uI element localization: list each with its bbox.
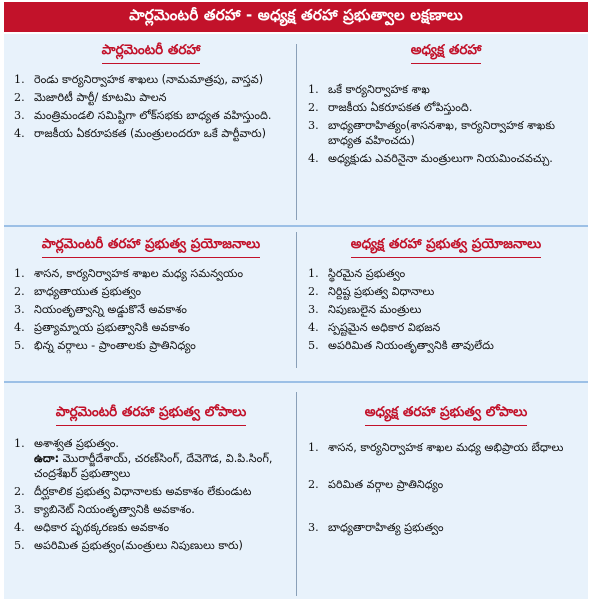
list-item: 3. క్యాబినెట్ నియంతృత్వానికి అవకాశం. <box>14 503 195 516</box>
list-item: 2. దీర్ఘకాలిక ప్రభుత్వ విధానాలకు అవకాశం లేకుండుట <box>14 485 252 498</box>
parliamentary-features-section <box>14 42 288 144</box>
list-item: 1. శాసన, కార్యనిర్వాహక శాఖల మధ్య సమన్వయం <box>14 267 244 280</box>
section-heading: అధ్యక్ష తరహా <box>411 42 482 64</box>
list-item: 5. అపరిమిత ప్రభుత్వం(మంత్రులు నిపుణులు కారు) <box>14 539 243 552</box>
list-item: 3. మంత్రిమండలి సమిష్టిగా లోక్‌సభకు బాధ్యత వహిస్తుంది. <box>14 109 272 122</box>
list-item: 3. నియంతృత్వాన్ని అడ్డుకొనే అవకాశం <box>14 303 187 316</box>
column-divider-middle <box>296 232 297 368</box>
list-item: 1. స్థిరమైన ప్రభుత్వం <box>308 267 406 280</box>
list-item: 3. నిపుణులైన మంత్రులు <box>308 303 422 316</box>
list-item: 2. నిర్దిష్ట ప్రభుత్వ విధానాలు <box>308 285 435 298</box>
section-heading: పార్లమెంటరీ తరహా <box>102 42 201 64</box>
list-item: 5. అపరిమిత నియంతృత్వానికి తావులేదు <box>308 339 494 352</box>
column-divider-top <box>296 44 297 220</box>
list-item: 4. స్పష్టమైన అధికార విభజన <box>308 321 441 334</box>
list-item: 2. పరిమిత వర్గాల ప్రాతినిధ్యం <box>308 478 444 491</box>
parliamentary-benefits-section <box>14 236 288 356</box>
presidential-drawbacks-section <box>308 404 584 538</box>
list-item: 2. బాధ్యతాయుత ప్రభుత్వం <box>14 285 142 298</box>
list-item: 3. బాధ్యతారాహిత్య ప్రభుత్వం <box>308 521 444 534</box>
section-heading: అధ్యక్ష తరహా ప్రభుత్వ లోపాలు <box>365 404 528 426</box>
section-heading: అధ్యక్ష తరహా ప్రభుత్వ ప్రయోజనాలు <box>351 236 541 258</box>
list-item: 1. ఒకే కార్యనిర్వాహక శాఖ <box>308 83 430 96</box>
list-item: 4. అధికార పృథక్కరణకు అవకాశం <box>14 521 170 534</box>
presidential-benefits-section <box>308 236 584 356</box>
section-divider-2 <box>4 381 588 383</box>
list-item: 2. రాజకీయ ఏకరూపకత లోపిస్తుంది. <box>308 101 473 114</box>
column-divider-bottom <box>296 392 297 596</box>
example-text: మొరార్జీదేశాయ్, చరణ్‌సింగ్, దేవెగౌడ, వి.పి.సింగ్, చంద్రశేఖర్ ప్రభుత్వాలు <box>34 452 273 480</box>
list-item: 4. అధ్యక్షుడు ఎవరినైనా మంత్రులుగా నియమించవచ్చు. <box>308 152 553 165</box>
section-heading: పార్లమెంటరీ తరహా ప్రభుత్వ లోపాలు <box>56 404 247 426</box>
list-item: 2. మెజారిటీ పార్టీ/ కూటమి పాలన <box>14 91 167 104</box>
list-item: 1. శాసన, కార్యనిర్వాహక శాఖల మధ్య అభిప్రాయ బేధాలు <box>308 441 564 454</box>
list-item: 1. అశాశ్వత ప్రభుత్వం. ఉదా: మొరార్జీదేశాయ్, చరణ్‌సింగ్, దేవెగౌడ, వి.పి.సింగ్, చంద్రశేఖర్ ప్రభుత్వాలు <box>14 437 273 480</box>
list-item: 4. ప్రత్యామ్నాయ ప్రభుత్వానికి అవకాశం <box>14 321 190 334</box>
section-heading: పార్లమెంటరీ తరహా ప్రభుత్వ ప్రయోజనాలు <box>42 236 260 258</box>
parliamentary-drawbacks-section <box>14 404 288 556</box>
presidential-features-section <box>308 42 584 169</box>
example-label: ఉదా: <box>34 452 60 465</box>
list-item: 1. రెండు కార్యనిర్వాహక శాఖలు (నామమాత్రపు, వాస్తవ) <box>14 73 264 86</box>
list-item: 4. రాజకీయ ఏకరూపకత (మంత్రులందరూ ఒకే పార్టీవారు) <box>14 127 267 140</box>
list-item: 5. భిన్న వర్గాలు - ప్రాంతాలకు ప్రాతినిధ్యం <box>14 339 196 352</box>
section-divider-1 <box>4 225 588 227</box>
list-item: 3. బాధ్యతారాహిత్యం(శాసనశాఖ, కార్యనిర్వాహక శాఖకు బాధ్యత వహించదు) <box>308 119 556 147</box>
page-title: పార్లమెంటరీ తరహా - అధ్యక్ష తరహా ప్రభుత్వాల లక్షణాలు <box>4 2 588 32</box>
